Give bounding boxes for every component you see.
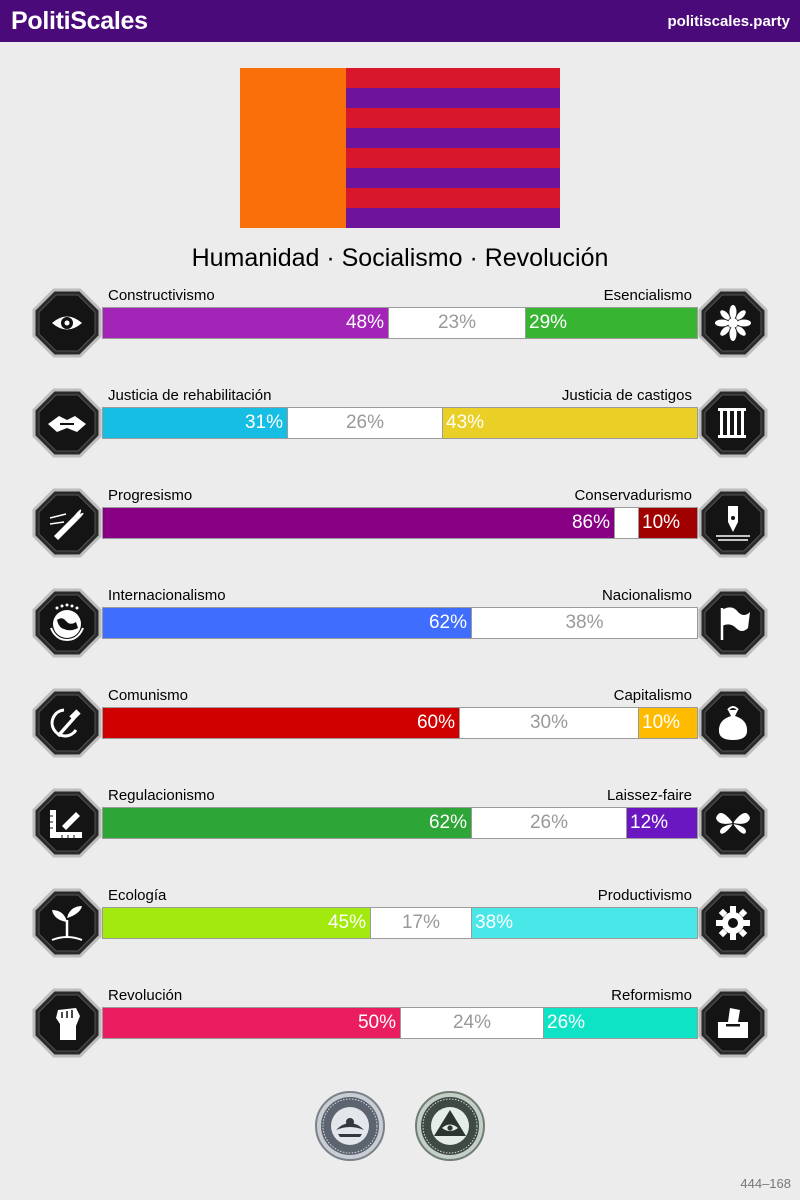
waving-flag-icon — [698, 588, 768, 658]
axis-right-label: Capitalismo — [613, 687, 692, 704]
axis-row — [0, 788, 800, 868]
axis-bar — [102, 407, 698, 439]
axis-right-label: Reformismo — [611, 987, 692, 1004]
prison-bars-icon — [698, 388, 768, 458]
flag-stripe — [346, 208, 560, 228]
eye-of-providence-seal-icon — [414, 1090, 486, 1162]
flag-stripe — [346, 88, 560, 108]
flag-hoist — [240, 68, 346, 228]
flag-stripe — [346, 188, 560, 208]
axis-bar — [102, 307, 698, 339]
torch-icon — [32, 488, 102, 558]
flag-stripe — [346, 108, 560, 128]
ruler-square-icon — [32, 788, 102, 858]
axis-right-segment: 10% — [638, 708, 697, 738]
axis-right-segment: 10% — [638, 508, 697, 538]
axis-right-segment: 29% — [525, 308, 697, 338]
raised-fist-icon — [32, 988, 102, 1058]
axis-left-segment: 45% — [103, 908, 370, 938]
axis-left-segment: 62% — [103, 608, 471, 638]
axis-row — [0, 288, 800, 368]
axis-left-segment: 60% — [103, 708, 459, 738]
globe-icon — [32, 588, 102, 658]
axis-left-label: Comunismo — [108, 687, 189, 704]
result-code: 444–168 — [740, 1176, 791, 1191]
axis-center-segment: 30% — [459, 708, 638, 738]
axis-row — [0, 488, 800, 568]
axis-left-segment: 86% — [103, 508, 614, 538]
axis-right-label: Productivismo — [597, 887, 692, 904]
axis-right-label: Nacionalismo — [601, 587, 692, 604]
axis-right-segment: 43% — [442, 408, 697, 438]
axis-right-label: Esencialismo — [603, 287, 692, 304]
axis-left-segment: 31% — [103, 408, 287, 438]
axis-right-label: Laissez-faire — [606, 787, 692, 804]
axis-left-label: Ecología — [108, 887, 167, 904]
seedling-icon — [32, 888, 102, 958]
slogan-badges — [310, 1090, 490, 1162]
result-flag — [240, 68, 560, 228]
axis-right-segment: 12% — [626, 808, 697, 838]
axis-left-segment: 48% — [103, 308, 388, 338]
axis-left-segment: 50% — [103, 1008, 400, 1038]
flower-icon — [698, 288, 768, 358]
site-link[interactable]: politiscales.party — [667, 13, 790, 30]
ideology-title: Humanidad · Socialismo · Revolución — [191, 244, 609, 272]
axis-left-label: Progresismo — [108, 487, 193, 504]
axis-left-label: Regulacionismo — [108, 787, 215, 804]
axis-bar — [102, 907, 698, 939]
flag-stripes — [346, 68, 560, 228]
axis-right-segment — [694, 608, 697, 638]
axis-bar — [102, 607, 698, 639]
axis-bar — [102, 707, 698, 739]
axis-center-segment: 38% — [471, 608, 697, 638]
axis-left-label: Justicia de rehabilitación — [108, 387, 272, 404]
axis-row — [0, 888, 800, 968]
axis-center-segment: 23% — [388, 308, 525, 338]
app-header — [0, 0, 800, 42]
axis-center-segment: 24% — [400, 1008, 543, 1038]
axis-row — [0, 988, 800, 1068]
butterflies-icon — [698, 788, 768, 858]
pen-icon — [698, 488, 768, 558]
ballot-box-icon — [698, 988, 768, 1058]
axis-row — [0, 588, 800, 668]
axis-center-segment — [614, 508, 638, 538]
brand-title[interactable]: PolitiScales — [11, 7, 148, 35]
flag-stripe — [346, 168, 560, 188]
axis-bar — [102, 507, 698, 539]
hammer-sickle-icon — [32, 688, 102, 758]
axis-right-label: Conservadurismo — [574, 487, 692, 504]
axis-row — [0, 388, 800, 468]
axis-bar — [102, 1007, 698, 1039]
liberte-egalite-fraternite-seal-icon — [314, 1090, 386, 1162]
axis-center-segment: 17% — [370, 908, 471, 938]
axis-bar — [102, 807, 698, 839]
axis-right-label: Justicia de castigos — [561, 387, 692, 404]
axis-row — [0, 688, 800, 768]
eye-icon — [32, 288, 102, 358]
axis-right-segment: 38% — [471, 908, 697, 938]
flag-stripe — [346, 68, 560, 88]
handshake-icon — [32, 388, 102, 458]
flag-stripe — [346, 148, 560, 168]
flag-stripe — [346, 128, 560, 148]
money-bag-icon — [698, 688, 768, 758]
axis-center-segment: 26% — [471, 808, 626, 838]
gear-icon — [698, 888, 768, 958]
axis-left-label: Constructivismo — [108, 287, 215, 304]
axis-center-segment: 26% — [287, 408, 442, 438]
axis-left-label: Internacionalismo — [108, 587, 226, 604]
axis-right-segment: 26% — [543, 1008, 697, 1038]
axis-left-segment: 62% — [103, 808, 471, 838]
axis-left-label: Revolución — [108, 987, 183, 1004]
